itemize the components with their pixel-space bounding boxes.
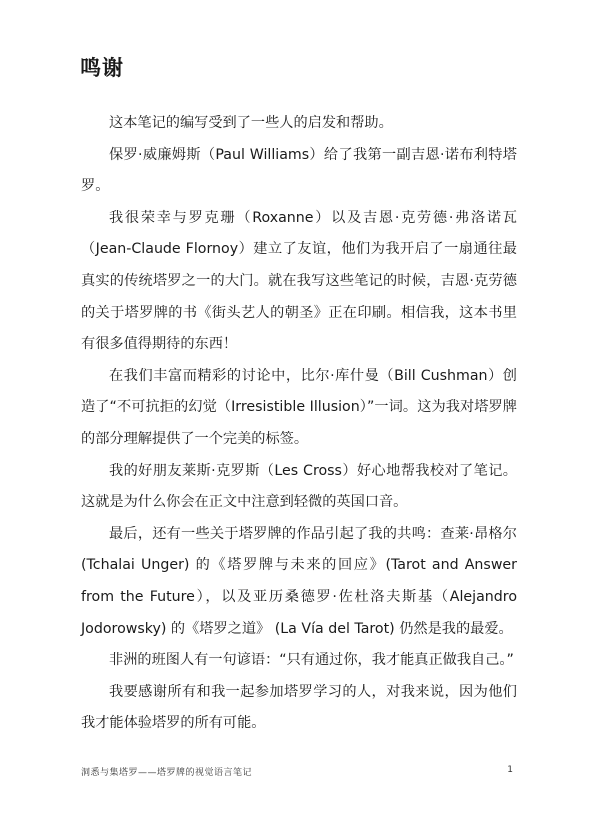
paragraph-works: 最后，还有一些关于塔罗牌的作品引起了我的共鸣：查莱·昂格尔 (Tchalai Unger) 的《塔罗牌与未来的回应》(Tarot and Answer from the Future），以及亚历桑德罗·佐杜洛夫斯基（Alejandro Jodorowsky) 的《塔罗之道》 (La Vía del Tarot) 仍然是我的最爱。 <box>81 525 517 637</box>
paragraph-paul-williams: 保罗·威廉姆斯（Paul Williams）给了我第一副吉恩·诺布利特塔罗。 <box>81 146 517 195</box>
paragraph-les-cross: 我的好朋友莱斯·克罗斯（Les Cross）好心地帮我校对了笔记。这就是为什么你会在正文中注意到轻微的英国口音。 <box>81 462 517 511</box>
body-text <box>81 108 517 740</box>
paragraph-thanks: 我要感谢所有和我一起参加塔罗学习的人，对我来说，因为他们我才能体验塔罗的所有可能。 <box>81 683 517 732</box>
paragraph-bill-cushman: 在我们丰富而精彩的讨论中，比尔·库什曼（Bill Cushman）创造了“不可抗拒的幻觉（Irresistible Illusion）”一词。这为我对塔罗牌的部分理解提供了一个完美的标签。 <box>81 367 517 447</box>
paragraph-intro: 这本笔记的编写受到了一些人的启发和帮助。 <box>109 115 393 131</box>
footer-book-title: 洞悉与集塔罗——塔罗牌的视觉语言笔记 <box>81 768 253 778</box>
paragraph-bantu-proverb: 非洲的班图人有一句谚语：“只有通过你，我才能真正做我自己。” <box>109 652 514 669</box>
page-title: 鸣谢 <box>80 56 124 80</box>
paragraph-roxanne-flornoy: 我很荣幸与罗克珊（Roxanne）以及吉恩·克劳德·弗洛诺瓦（Jean-Claude Flornoy）建立了友谊，他们为我开启了一扇通往最真实的传统塔罗之一的大门。就在我写这些笔记的时候，吉恩·克劳德的关于塔罗牌的书《街头艺人的朝圣》正在印刷。相信我，这本书里有很多值得期待的东西！ <box>81 209 517 353</box>
page-number: 1 <box>507 765 513 775</box>
